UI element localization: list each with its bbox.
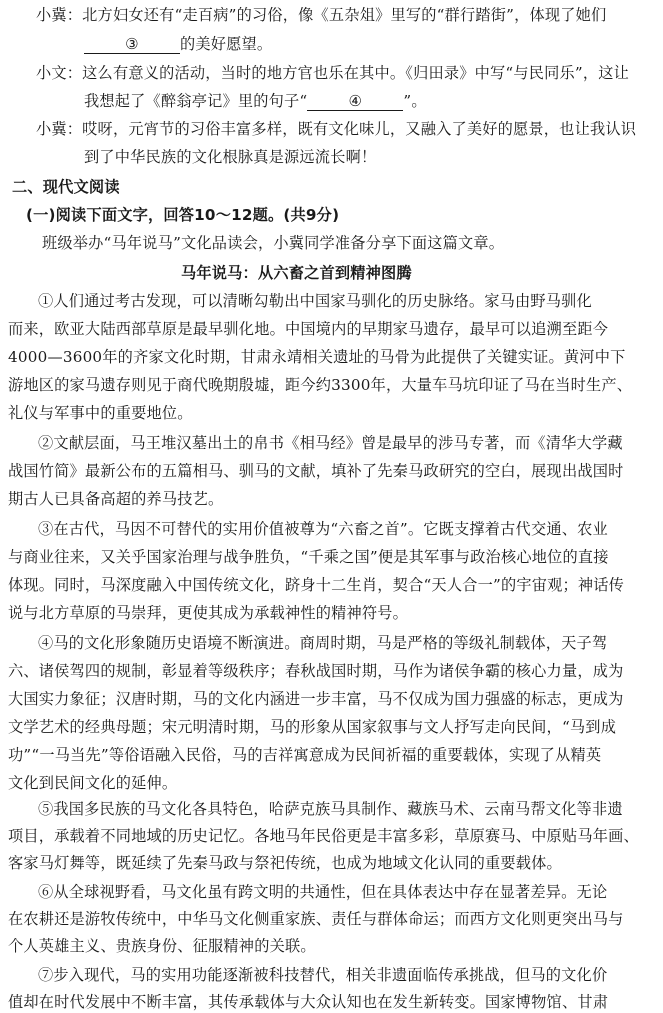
dialogue-2-line-1: 小文：这么有意义的活动，当时的地方官也乐在其中。《归田录》中写“与民同乐”，这让 xyxy=(36,64,630,82)
sub-heading: (一)阅读下面文字，回答10～12题。(共9分) xyxy=(26,206,340,224)
answer-blank-4[interactable]: ④ xyxy=(307,92,403,111)
dialogue-1-line-2: ③ 的美好愿望。 xyxy=(84,33,272,55)
paragraph-1-line-5: 礼仪与军事中的重要地位。 xyxy=(8,404,193,422)
paragraph-1-line-3: 4000—3600年的齐家文化时期，甘肃永靖相关遗址的马骨为此提供了关键实证。黄河中下 xyxy=(8,348,626,366)
paragraph-4-line-6: 文化到民间文化的延伸。 xyxy=(8,774,178,792)
answer-blank-3[interactable]: ③ xyxy=(84,35,180,54)
paragraph-7-line-2: 值却在时代发展中不断丰富，其传承载体与大众认知也在发生新转变。国家博物馆、甘肃 xyxy=(8,993,609,1011)
article-title: 马年说马：从六畜之首到精神图腾 xyxy=(181,264,412,282)
paragraph-4-line-3: 大国实力象征；汉唐时期，马的文化内涵进一步丰富，马不仅成为国力强盛的标志，更成为 xyxy=(8,690,624,708)
paragraph-1-line-2: 而来，欧亚大陆西部草原是最早驯化地。中国境内的早期家马遗存，最早可以追溯至距今 xyxy=(8,320,609,338)
paragraph-4-line-1: ④马的文化形象随历史语境不断演进。商周时期，马是严格的等级礼制载体，天子驾 xyxy=(38,634,608,652)
speaker-xiaoji: 小冀： xyxy=(36,6,83,24)
dialogue-3-line-1: 小冀：哎呀，元宵节的习俗丰富多样，既有文化味儿，又融入了美好的愿景，也让我认识 xyxy=(36,120,637,138)
paragraph-5-line-1: ⑤我国多民族的马文化各具特色，哈萨克族马具制作、藏族马术、云南马帮文化等非遗 xyxy=(38,800,623,818)
paragraph-2-line-2: 战国竹简》最新公布的五篇相马、驯马的文献，填补了先秦马政研究的空白，展现出战国时 xyxy=(8,462,624,480)
paragraph-3-line-1: ③在古代，马因不可替代的实用价值被尊为“六畜之首”。它既支撑着古代交通、农业 xyxy=(38,520,608,538)
paragraph-1-line-4: 游地区的家马遗存则见于商代晚期殷墟，距今约3300年，大量车马坑印证了马在当时生产、 xyxy=(8,376,633,394)
article-intro: 班级举办“马年说马”文化品读会，小冀同学准备分享下面这篇文章。 xyxy=(42,234,505,252)
paragraph-6-line-2: 在农耕还是游牧传统中，中华马文化侧重家族、责任与群体命运；而西方文化则更突出马与 xyxy=(8,910,624,928)
paragraph-4-line-2: 六、诸侯驾四的规制，彰显着等级秩序；春秋战国时期，马作为诸侯争霸的核心力量，成为 xyxy=(8,662,624,680)
dialogue-2-line-2: 我想起了《醉翁亭记》里的句子“ ④ ”。 xyxy=(84,92,427,110)
speaker-xiaoji: 小冀： xyxy=(36,120,83,138)
paragraph-6-line-3: 个人英雄主义、贵族身份、征服精神的关联。 xyxy=(8,937,316,955)
paragraph-4-line-5: 功”“一马当先”等俗语融入民俗，马的吉祥寓意成为民间祈福的重要载体，实现了从精英 xyxy=(8,746,602,764)
paragraph-6-line-1: ⑥从全球视野看，马文化虽有跨文明的共通性，但在具体表达中存在显著差异。无论 xyxy=(38,883,608,901)
paragraph-1-line-1: ①人们通过考古发现，可以清晰勾勒出中国家马驯化的历史脉络。家马由野马驯化 xyxy=(38,292,592,310)
paragraph-5-line-3: 客家马灯舞等，既延续了先秦马政与祭祀传统，也成为地域文化认同的重要载体。 xyxy=(8,854,562,872)
speaker-xiaowen: 小文： xyxy=(36,64,83,82)
paragraph-5-line-2: 项目，承载着不同地域的历史记忆。各地马年民俗更是丰富多彩，草原赛马、中原贴马年画、 xyxy=(8,827,639,845)
paragraph-7-line-1: ⑦步入现代，马的实用功能逐渐被科技替代，相关非遗面临传承挑战，但马的文化价 xyxy=(38,966,608,984)
paragraph-2-line-3: 期古人已具备高超的养马技艺。 xyxy=(8,490,224,508)
paragraph-3-line-2: 与商业往来，又关乎国家治理与战争胜负，“千乘之国”便是其军事与政治核心地位的直接 xyxy=(8,548,609,566)
dialogue-3-line-2: 到了中华民族的文化根脉真是源远流长啊！ xyxy=(84,148,377,166)
paragraph-2-line-1: ②文献层面，马王堆汉墓出土的帛书《相马经》曾是最早的涉马专著，而《清华大学藏 xyxy=(38,434,623,452)
paragraph-3-line-4: 说与北方草原的马崇拜，更使其成为承载神性的精神符号。 xyxy=(8,604,409,622)
paragraph-4-line-4: 文学艺术的经典母题；宋元明清时期，马的形象从国家叙事与文人抒写走向民间，“马到成 xyxy=(8,718,617,736)
section-heading: 二、现代文阅读 xyxy=(12,178,120,196)
paragraph-3-line-3: 体现。同时，马深度融入中国传统文化，跻身十二生肖，契合“天人合一”的宇宙观；神话传 xyxy=(8,576,625,594)
dialogue-1-line-1: 小冀：北方妇女还有“走百病”的习俗，像《五杂俎》里写的“群行踏街”，体现了她们 xyxy=(36,6,607,24)
